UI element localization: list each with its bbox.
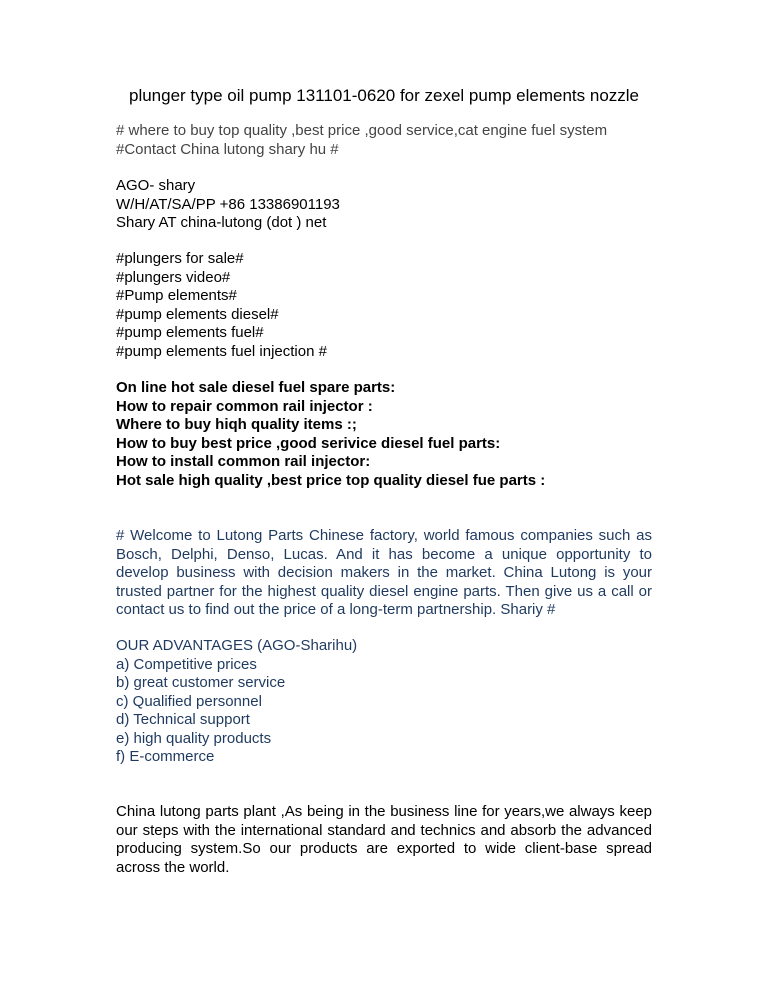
contact-block (116, 177, 652, 233)
tag-line: #pump elements fuel injection # (116, 342, 327, 360)
intro-line: # where to buy top quality ,best price ,good service,cat engine fuel system (116, 122, 608, 139)
bold-line: On line hot sale diesel fuel spare parts: (116, 379, 396, 396)
welcome-paragraph: # Welcome to Lutong Parts Chinese factory, world famous companies such as Bosch, Delphi, Denso, Lucas. And it has become a unique opportunity to develop business with decision makers in the market. China Lutong is your trusted partner for the highest quality diesel engine parts. Then give us a call or contact us to find out the price of a long-term partnership. Shariy # (116, 527, 652, 618)
tag-line: #pump elements fuel# (116, 324, 264, 341)
tag-line: #pump elements diesel# (116, 305, 279, 323)
contact-line: Shary AT china-lutong (dot ) net (116, 214, 327, 231)
bold-line: Where to buy hiqh quality items :; (116, 416, 357, 433)
advantage-item: d) Technical support (116, 711, 250, 728)
contact-line: W/H/AT/SA/PP +86 13386901193 (116, 195, 340, 213)
intro-line: #Contact China lutong shary hu # (116, 140, 339, 158)
bold-line: How to buy best price ,good serivice diesel fuel parts: (116, 434, 501, 452)
bold-headings-block (116, 379, 652, 490)
tag-line: #plungers for sale# (116, 250, 244, 267)
advantages-block (116, 637, 652, 767)
tag-line: #plungers video# (116, 268, 231, 286)
bold-line: Hot sale high quality ,best price top quality diesel fue parts : (116, 471, 546, 489)
tags-block (116, 250, 652, 361)
advantage-item: b) great customer service (116, 674, 286, 691)
tag-line: #Pump elements# (116, 287, 237, 304)
advantage-item: f) E-commerce (116, 748, 215, 765)
advantage-item: a) Competitive prices (116, 655, 257, 673)
intro-block (116, 122, 652, 159)
advantage-item: c) Qualified personnel (116, 692, 262, 710)
contact-line: AGO- shary (116, 177, 196, 194)
bold-line: How to repair common rail injector : (116, 397, 373, 415)
document-title: plunger type oil pump 131101-0620 for zexel pump elements nozzle (129, 86, 639, 105)
advantage-item: e) high quality products (116, 729, 272, 747)
closing-paragraph: China lutong parts plant ,As being in the business line for years,we always keep our steps with the international standard and technics and absorb the advanced producing system.So our products are exported to wide client-base spread across the world. (116, 803, 652, 876)
advantages-heading: OUR ADVANTAGES (AGO-Sharihu) (116, 637, 358, 654)
bold-line: How to install common rail injector: (116, 453, 371, 470)
